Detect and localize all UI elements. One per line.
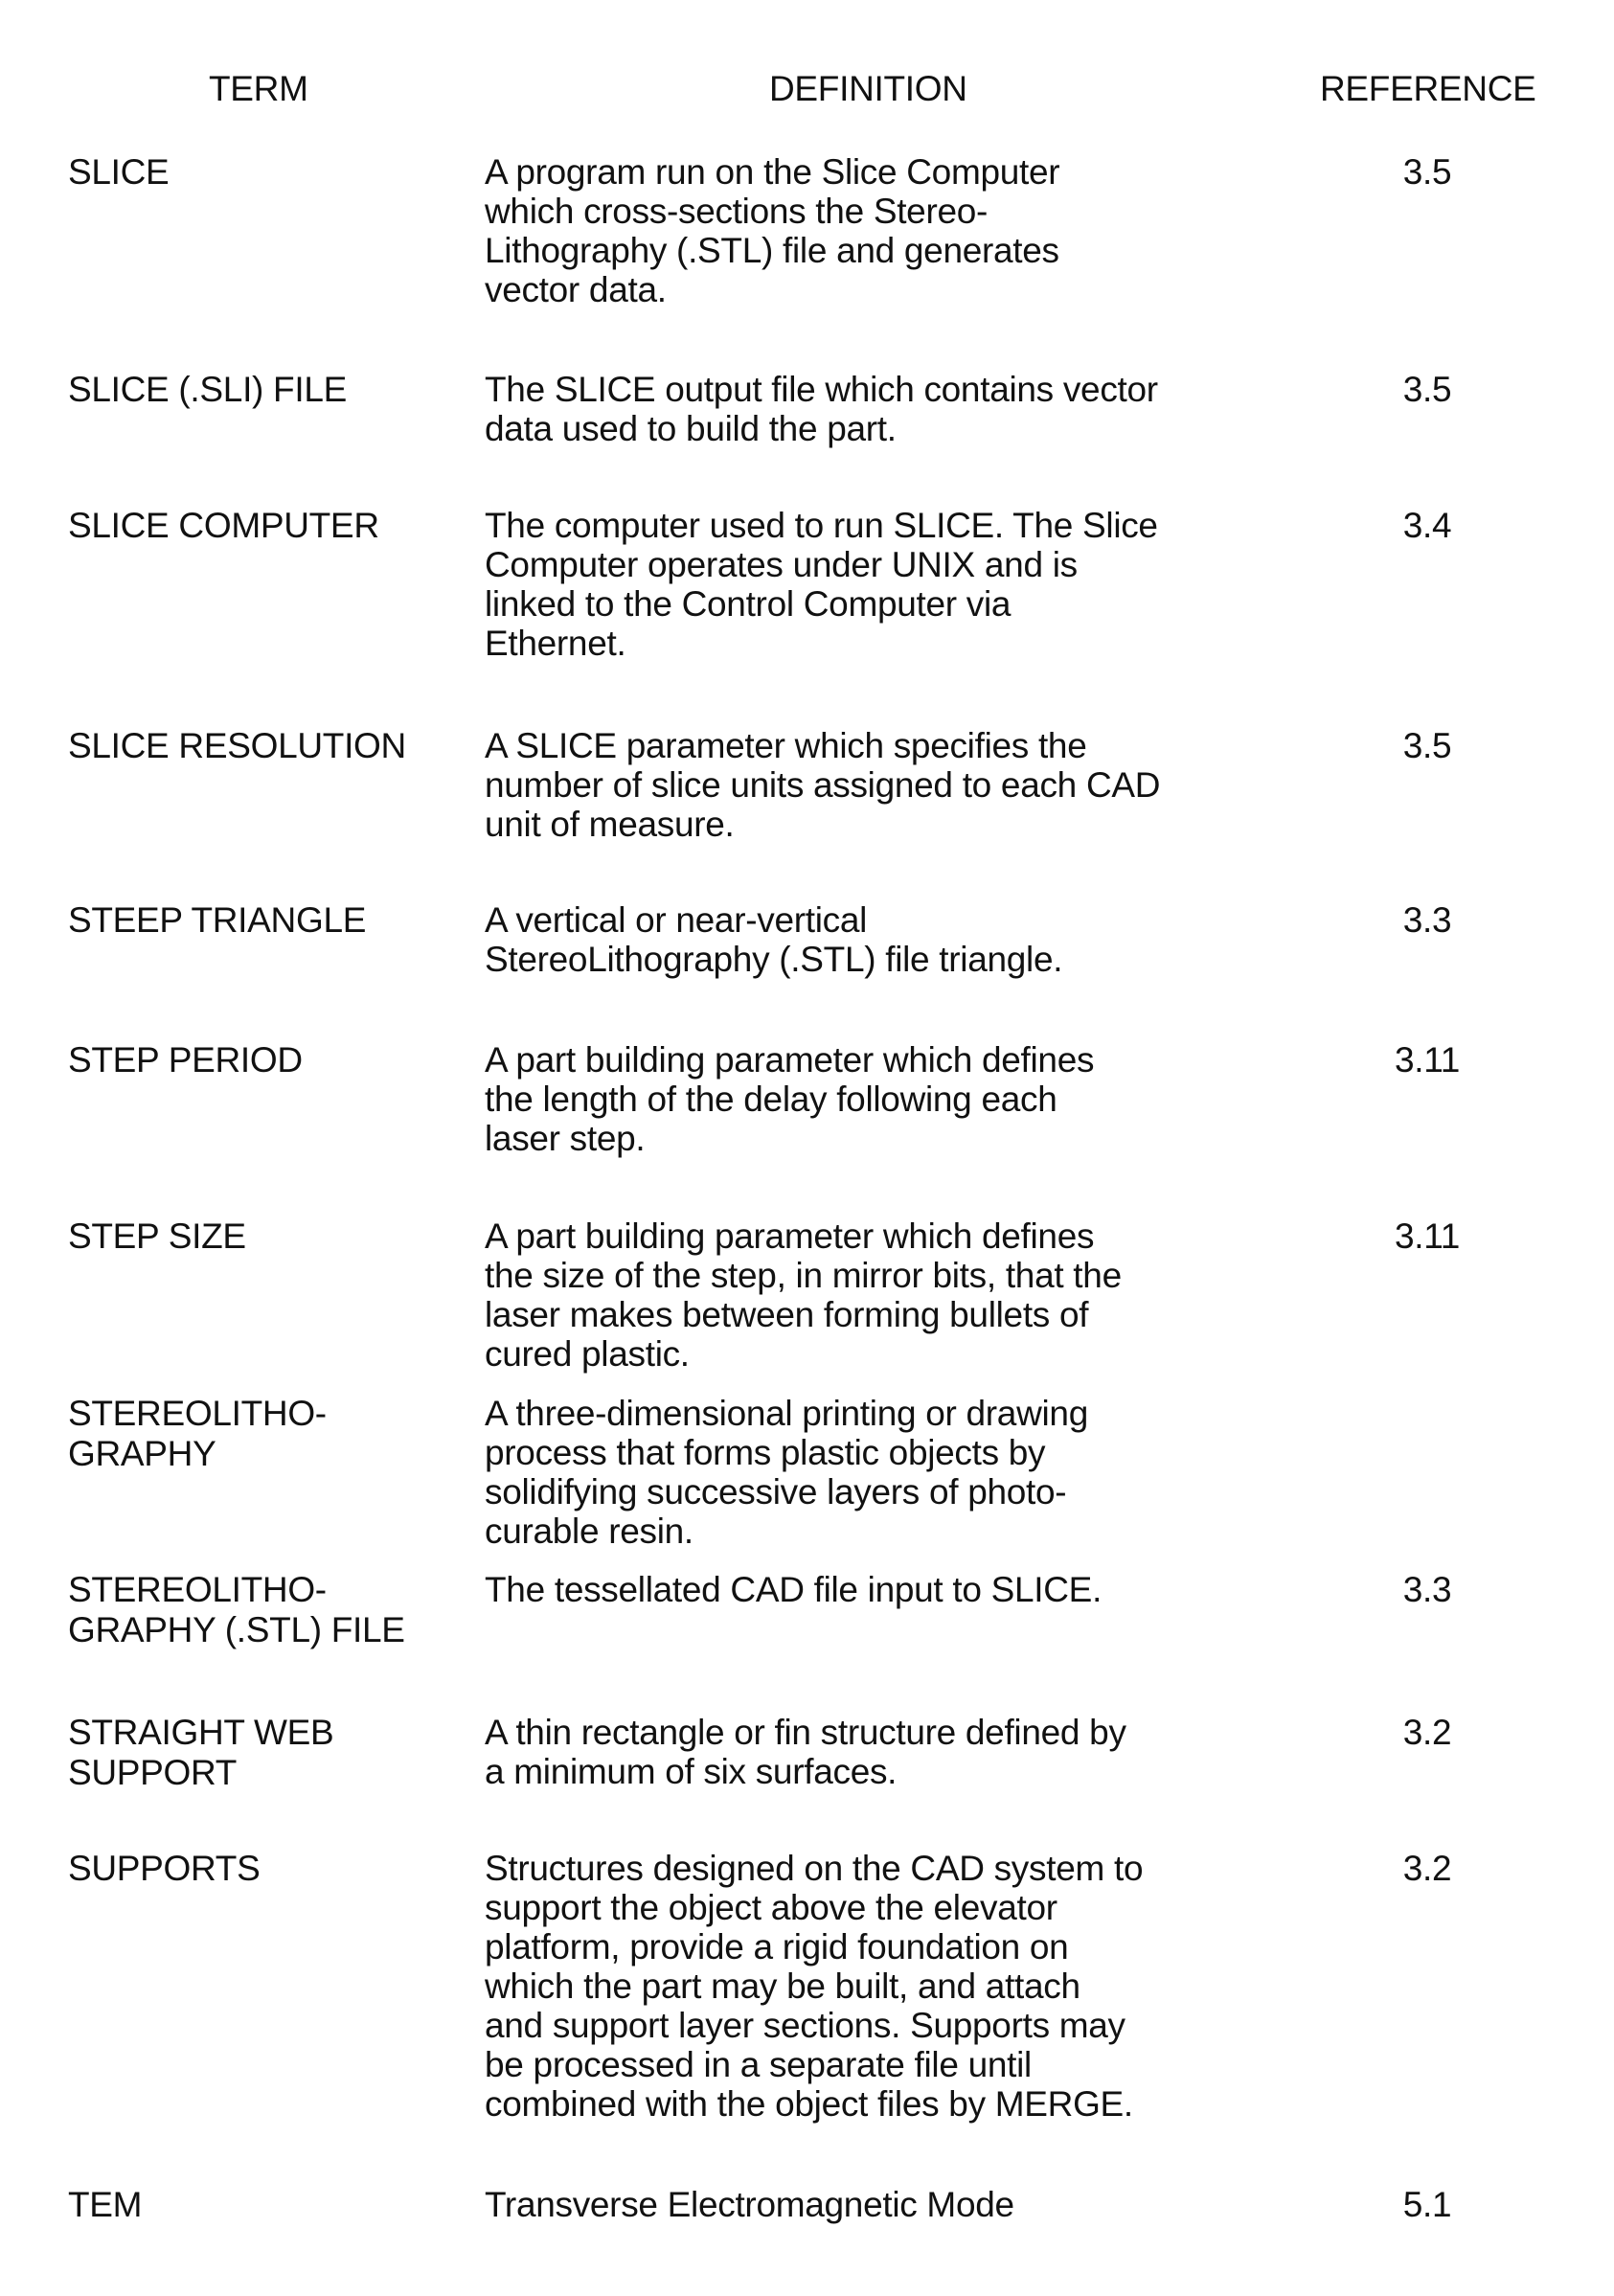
definition-line: Lithography (.STL) file and generates (485, 231, 1308, 270)
definition (485, 152, 1308, 309)
definition-line: The tessellated CAD file input to SLICE. (485, 1570, 1308, 1609)
term-line: STEREOLITHO- (68, 1570, 451, 1610)
definition-line: A vertical or near-vertical (485, 900, 1308, 940)
definition-line: curable resin. (485, 1512, 1308, 1551)
definition (485, 1713, 1308, 1791)
term-line: SLICE COMPUTER (68, 506, 451, 546)
term-line: TEM (68, 2185, 451, 2225)
definition-line: vector data. (485, 270, 1308, 309)
definition (485, 1849, 1308, 2124)
definition-line: A SLICE parameter which specifies the (485, 726, 1308, 765)
definition-line: laser step. (485, 1119, 1308, 1158)
header-reference: REFERENCE (1320, 69, 1536, 109)
definition-line: which cross-sections the Stereo- (485, 192, 1308, 231)
definition-line: cured plastic. (485, 1334, 1308, 1374)
definition-line: A three-dimensional printing or drawing (485, 1394, 1308, 1433)
definition-line: Transverse Electromagnetic Mode (485, 2185, 1308, 2224)
reference: 3.2 (1331, 1849, 1523, 1889)
header-term: TERM (209, 69, 308, 109)
definition-line: The computer used to run SLICE. The Slice (485, 506, 1308, 545)
reference: 3.4 (1331, 506, 1523, 546)
definition (485, 900, 1308, 979)
term (68, 370, 451, 410)
reference: 3.5 (1331, 726, 1523, 766)
reference: 3.3 (1331, 900, 1523, 941)
term (68, 506, 451, 546)
definition-line: laser makes between forming bullets of (485, 1295, 1308, 1334)
definition-line: A program run on the Slice Computer (485, 152, 1308, 192)
term-line: GRAPHY (.STL) FILE (68, 1610, 451, 1650)
definition (485, 1394, 1308, 1551)
definition-line: the length of the delay following each (485, 1080, 1308, 1119)
term-line: STRAIGHT WEB (68, 1713, 451, 1753)
reference: 3.11 (1331, 1216, 1523, 1257)
definition (485, 726, 1308, 844)
term (68, 1849, 451, 1889)
definition-line: which the part may be built, and attach (485, 1966, 1308, 2006)
reference: 3.2 (1331, 1713, 1523, 1753)
term (68, 726, 451, 766)
term (68, 2185, 451, 2225)
term (68, 900, 451, 941)
definition-line: The SLICE output file which contains vector (485, 370, 1308, 409)
term-line: STEEP TRIANGLE (68, 900, 451, 941)
definition (485, 1216, 1308, 1374)
reference: 5.1 (1331, 2185, 1523, 2225)
term (68, 1570, 451, 1650)
term-line: STEP SIZE (68, 1216, 451, 1257)
reference: 3.5 (1331, 370, 1523, 410)
term (68, 1216, 451, 1257)
definition-line: A part building parameter which defines (485, 1040, 1308, 1080)
term (68, 1713, 451, 1793)
definition-line: a minimum of six surfaces. (485, 1752, 1308, 1791)
definition-line: support the object above the elevator (485, 1888, 1308, 1927)
definition-line: StereoLithography (.STL) file triangle. (485, 940, 1308, 979)
definition-line: data used to build the part. (485, 409, 1308, 448)
definition (485, 1040, 1308, 1158)
term-line: STEREOLITHO- (68, 1394, 451, 1434)
definition-line: Ethernet. (485, 624, 1308, 663)
term (68, 152, 451, 193)
term-line: GRAPHY (68, 1434, 451, 1474)
term-line: SLICE (.SLI) FILE (68, 370, 451, 410)
definition-line: platform, provide a rigid foundation on (485, 1927, 1308, 1966)
definition-line: process that forms plastic objects by (485, 1433, 1308, 1472)
reference: 3.3 (1331, 1570, 1523, 1610)
definition-line: and support layer sections. Supports may (485, 2006, 1308, 2045)
term-line: SUPPORT (68, 1753, 451, 1793)
definition-line: number of slice units assigned to each CAD (485, 765, 1308, 805)
term (68, 1040, 451, 1080)
definition-line: unit of measure. (485, 805, 1308, 844)
definition-line: combined with the object files by MERGE. (485, 2084, 1308, 2124)
reference: 3.5 (1331, 152, 1523, 193)
term-line: STEP PERIOD (68, 1040, 451, 1080)
term-line: SLICE (68, 152, 451, 193)
definition-line: be processed in a separate file until (485, 2045, 1308, 2084)
definition (485, 2185, 1308, 2224)
definition-line: Computer operates under UNIX and is (485, 545, 1308, 584)
reference: 3.11 (1331, 1040, 1523, 1080)
definition-line: A part building parameter which defines (485, 1216, 1308, 1256)
definition-line: Structures designed on the CAD system to (485, 1849, 1308, 1888)
definition (485, 1570, 1308, 1609)
definition (485, 506, 1308, 663)
term-line: SLICE RESOLUTION (68, 726, 451, 766)
definition-line: A thin rectangle or fin structure defined by (485, 1713, 1308, 1752)
header-definition: DEFINITION (769, 69, 967, 109)
definition-line: the size of the step, in mirror bits, that the (485, 1256, 1308, 1295)
term (68, 1394, 451, 1474)
definition (485, 370, 1308, 448)
definition-line: linked to the Control Computer via (485, 584, 1308, 624)
term-line: SUPPORTS (68, 1849, 451, 1889)
definition-line: solidifying successive layers of photo- (485, 1472, 1308, 1512)
